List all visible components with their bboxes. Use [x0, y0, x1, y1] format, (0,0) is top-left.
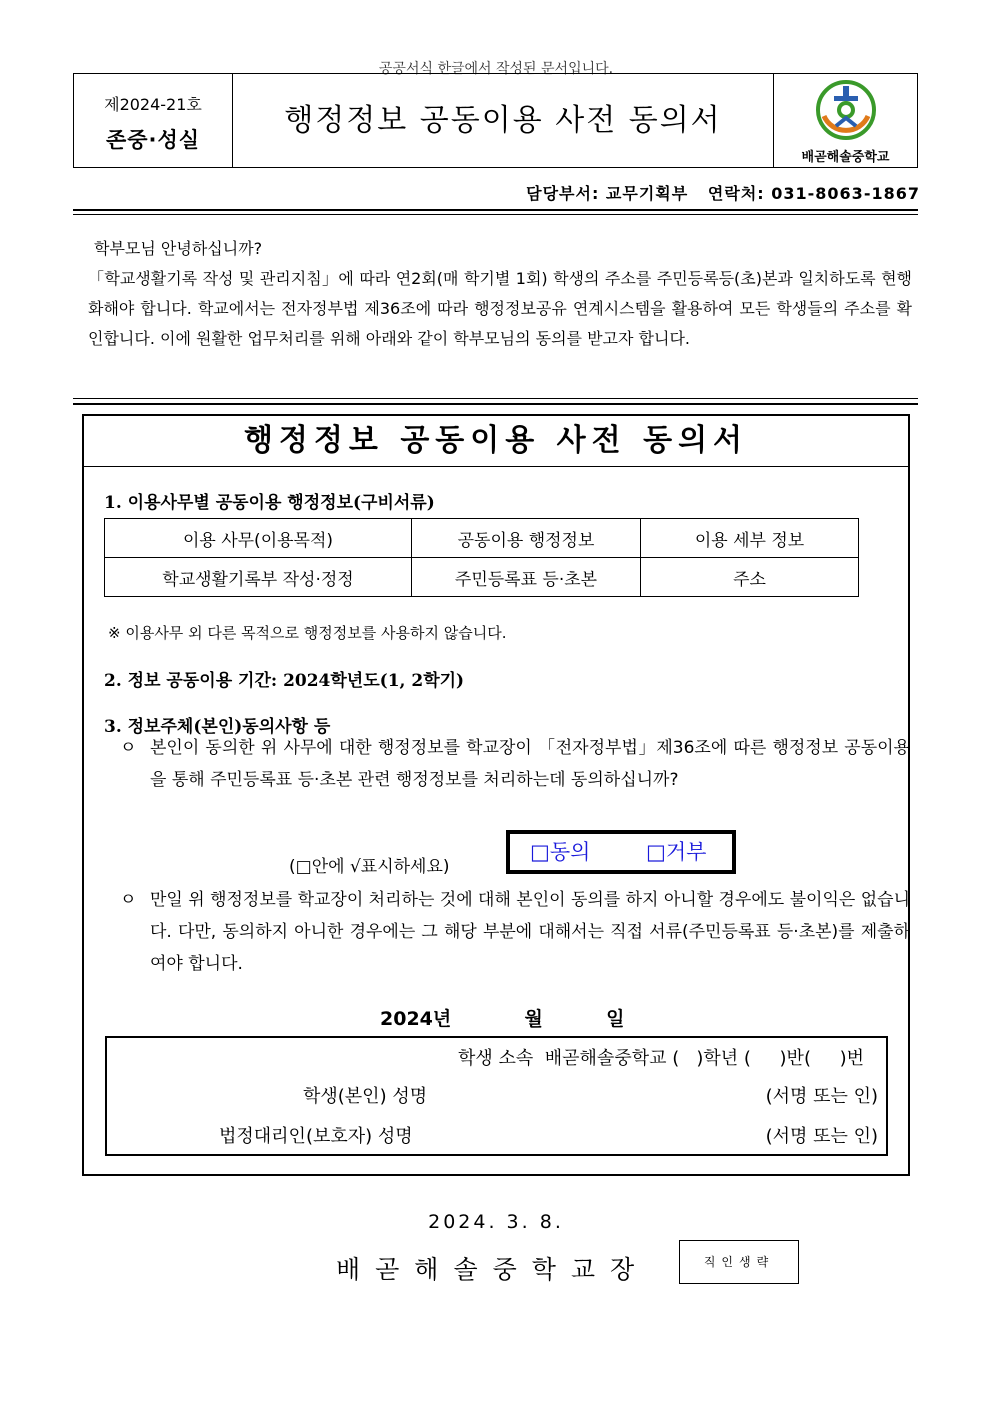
date-year: 2024년: [380, 1008, 452, 1030]
form-title: 행정정보 공동이용 사전 동의서: [84, 416, 908, 467]
refusal-notice: [120, 884, 910, 980]
date-month: 월: [524, 1008, 543, 1030]
logo-school-name: 배곧해솔중학교: [801, 150, 890, 165]
top-notice: 공공서식 한글에서 작성된 문서입니다.: [378, 61, 614, 77]
table-cell: 주민등록표 등·초본: [412, 558, 641, 597]
greeting: 학부모님 안녕하십니까?: [94, 239, 263, 258]
contact-info: 담당부서: 교무기획부 연락처: 031-8063-1867: [526, 184, 920, 203]
table-header-row: [105, 519, 859, 558]
consent-question-text: 본인이 동의한 위 사무에 대한 행정정보를 학교장이 「전자정부법」제36조에 따른 행정정보 공동이용을 통해 주민등록표 등·초본 관련 행정정보를 처리하는데 동의하십니까?: [150, 738, 910, 790]
issue-date: 2024. 3. 8.: [428, 1211, 564, 1233]
consent-date: [380, 1004, 624, 1031]
table-header-cell: 공동이용 행정정보: [412, 519, 641, 558]
document-number: 제2024-21호: [104, 95, 202, 114]
intro-body: 「학교생활기록 작성 및 관리지침」에 따라 연2회(매 학기별 1회) 학생의 주소를 주민등록등(초)본과 일치하도록 현행화해야 합니다. 학교에서는 전자정부법 제36조에 따라 행정정보공유 연계시스템을 활용하여 모든 학생들의 주소를 확인합니다. 이에 원활한 업무처리를 위해 아래와 같이 학부모님의 동의를 받고자 합니다.: [88, 269, 912, 348]
document-header: [73, 73, 918, 168]
date-day: 일: [606, 1008, 625, 1030]
usage-note: ※ 이용사무 외 다른 목적으로 행정정보를 사용하지 않습니다.: [108, 624, 507, 642]
table-row: [105, 558, 859, 597]
consent-choice-box: [506, 830, 736, 874]
table-header-cell: 이용 세부 정보: [641, 519, 859, 558]
section1-heading: 1. 이용사무별 공동이용 행정정보(구비서류): [104, 493, 435, 513]
consent-form: [82, 414, 910, 1176]
student-name-label: 학생(본인) 성명: [303, 1086, 428, 1107]
section2-heading: 2. 정보 공동이용 기간: 2024학년도(1, 2학기): [104, 671, 465, 691]
header-left-cell: [74, 74, 233, 167]
refuse-checkbox[interactable]: □거부: [646, 840, 707, 864]
divider: [73, 398, 918, 399]
intro-text: [88, 234, 912, 354]
divider: [73, 403, 918, 405]
table-cell: 학교생활기록부 작성·정정: [105, 558, 412, 597]
header-logo-cell: [773, 74, 917, 167]
student-sign-note[interactable]: (서명 또는 인): [765, 1086, 878, 1107]
student-info[interactable]: 학생 소속 배곧해솔중학교 ( )학년 ( )반( )번: [458, 1048, 864, 1069]
refusal-notice-text: 만일 위 행정정보를 학교장이 처리하는 것에 대해 본인이 동의를 하지 아니할 경우에도 불이익은 없습니다. 다만, 동의하지 아니한 경우에는 그 해당 부분에 대해서는 직접 서류(주민등록표 등·초본)를 제출하여야 합니다.: [150, 890, 910, 974]
guardian-sign-note[interactable]: (서명 또는 인): [765, 1126, 878, 1147]
info-table: [104, 518, 859, 597]
principal-name: 배곧해솔중학교장: [336, 1255, 650, 1284]
signature-box: [105, 1036, 888, 1156]
divider: [73, 214, 918, 215]
check-instruction: (□안에 √표시하세요): [289, 857, 450, 877]
guardian-name-label: 법정대리인(보호자) 성명: [219, 1126, 413, 1147]
agree-checkbox[interactable]: □동의: [530, 840, 591, 864]
school-logo-icon: [814, 78, 878, 142]
bullet: ㅇ: [120, 738, 137, 758]
header-title: 행정정보 공동이용 사전 동의서: [284, 103, 722, 138]
consent-question: [120, 732, 910, 796]
table-header-cell: 이용 사무(이용목적): [105, 519, 412, 558]
school-motto: 존중·성실: [105, 128, 201, 152]
bullet: ㅇ: [120, 890, 137, 910]
table-cell: 주소: [641, 558, 859, 597]
divider: [73, 209, 918, 211]
seal-omitted: 직인생략: [679, 1240, 799, 1284]
section3-heading: 3. 정보주체(본인)동의사항 등: [104, 717, 331, 737]
